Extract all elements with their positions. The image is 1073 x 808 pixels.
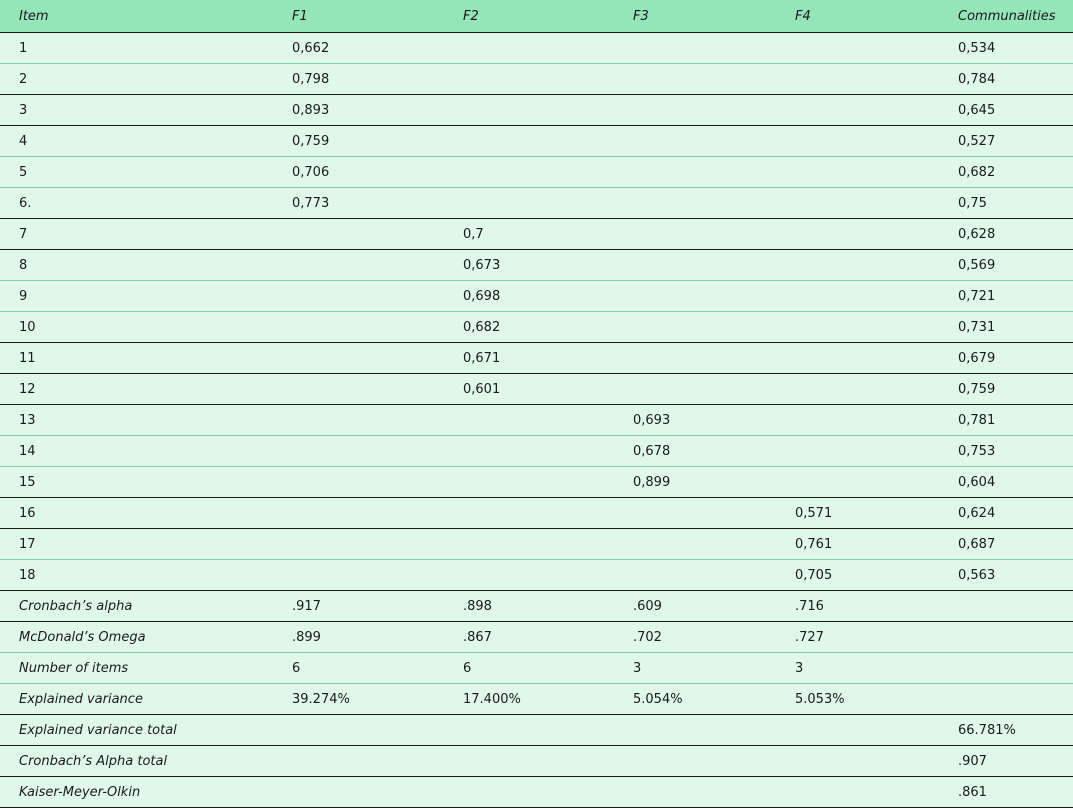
row-label: 7: [0, 219, 273, 250]
table-cell: [273, 281, 444, 312]
header-f1: F1: [273, 0, 444, 33]
table-cell: 0,563: [939, 560, 1073, 591]
table-cell: .899: [273, 622, 444, 653]
table-cell: 6: [273, 653, 444, 684]
table-cell: [273, 250, 444, 281]
table-cell: [614, 529, 776, 560]
table-row: [0, 343, 1073, 374]
table-cell: [614, 715, 776, 746]
table-cell: [273, 746, 444, 777]
table-cell: [614, 250, 776, 281]
table-cell: .907: [939, 746, 1073, 777]
table-cell: [444, 560, 614, 591]
table-cell: [614, 374, 776, 405]
table-cell: [444, 498, 614, 529]
table-cell: 39.274%: [273, 684, 444, 715]
row-label: Number of items: [0, 653, 273, 684]
table-cell: [614, 157, 776, 188]
table-cell: [776, 219, 939, 250]
row-label: 11: [0, 343, 273, 374]
table-cell: 0,678: [614, 436, 776, 467]
table-row: [0, 281, 1073, 312]
table-row: [0, 250, 1073, 281]
row-label: 17: [0, 529, 273, 560]
table-row: [0, 405, 1073, 436]
table-cell: 6: [444, 653, 614, 684]
row-label: 8: [0, 250, 273, 281]
table-cell: .727: [776, 622, 939, 653]
table-cell: [444, 746, 614, 777]
table-cell: [614, 498, 776, 529]
table-cell: 0,628: [939, 219, 1073, 250]
table-cell: 5.053%: [776, 684, 939, 715]
table-cell: [614, 126, 776, 157]
table-cell: [776, 343, 939, 374]
table-cell: [444, 188, 614, 219]
row-label: Kaiser-Meyer-Olkin: [0, 777, 273, 808]
row-label: 9: [0, 281, 273, 312]
table-cell: [776, 33, 939, 64]
table-cell: 5.054%: [614, 684, 776, 715]
table-cell: .898: [444, 591, 614, 622]
table-cell: 0,673: [444, 250, 614, 281]
row-label: 4: [0, 126, 273, 157]
table-cell: .609: [614, 591, 776, 622]
header-f2: F2: [444, 0, 614, 33]
table-cell: [273, 715, 444, 746]
table-cell: [273, 560, 444, 591]
table-cell: [614, 312, 776, 343]
table-cell: 0,753: [939, 436, 1073, 467]
table-cell: [776, 312, 939, 343]
table-cell: [273, 343, 444, 374]
table-row: [0, 374, 1073, 405]
row-label: 16: [0, 498, 273, 529]
table-cell: 0,693: [614, 405, 776, 436]
table-cell: 0,679: [939, 343, 1073, 374]
row-label: 12: [0, 374, 273, 405]
table-cell: [444, 529, 614, 560]
table-cell: 17.400%: [444, 684, 614, 715]
table-cell: [776, 436, 939, 467]
table-cell: 0,706: [273, 157, 444, 188]
table-cell: 0,75: [939, 188, 1073, 219]
table-cell: [614, 188, 776, 219]
table-cell: [614, 33, 776, 64]
table-cell: [614, 95, 776, 126]
row-label: 18: [0, 560, 273, 591]
table-row: [0, 560, 1073, 591]
table-row: [0, 312, 1073, 343]
table-cell: [939, 591, 1073, 622]
table-row: [0, 95, 1073, 126]
row-label: 14: [0, 436, 273, 467]
table-cell: 0,682: [939, 157, 1073, 188]
row-label: 6.: [0, 188, 273, 219]
table-cell: [444, 715, 614, 746]
row-label: 10: [0, 312, 273, 343]
table-cell: 0,698: [444, 281, 614, 312]
table-cell: [273, 777, 444, 808]
table-cell: 0,761: [776, 529, 939, 560]
table-row: [0, 715, 1073, 746]
table-cell: 0,759: [939, 374, 1073, 405]
table-cell: 3: [776, 653, 939, 684]
table-cell: [776, 715, 939, 746]
table-cell: 0,682: [444, 312, 614, 343]
table-cell: 66.781%: [939, 715, 1073, 746]
table-cell: [776, 64, 939, 95]
table-cell: [273, 405, 444, 436]
table-row: [0, 653, 1073, 684]
table-cell: 0,7: [444, 219, 614, 250]
row-label: Cronbach’s Alpha total: [0, 746, 273, 777]
table-cell: [776, 188, 939, 219]
table-cell: [614, 343, 776, 374]
table-cell: .716: [776, 591, 939, 622]
table-row: [0, 622, 1073, 653]
table-cell: 0,759: [273, 126, 444, 157]
table-row: [0, 467, 1073, 498]
header-communalities: Communalities: [939, 0, 1073, 33]
row-label: 3: [0, 95, 273, 126]
table-row: [0, 157, 1073, 188]
row-label: McDonald’s Omega: [0, 622, 273, 653]
table-cell: [444, 126, 614, 157]
table-cell: [444, 64, 614, 95]
table-cell: .702: [614, 622, 776, 653]
row-label: Explained variance: [0, 684, 273, 715]
row-label: Explained variance total: [0, 715, 273, 746]
table-cell: [444, 95, 614, 126]
table-cell: 0,645: [939, 95, 1073, 126]
table-cell: 0,899: [614, 467, 776, 498]
table-cell: 0,893: [273, 95, 444, 126]
row-label: Cronbach’s alpha: [0, 591, 273, 622]
table-cell: 0,624: [939, 498, 1073, 529]
table-cell: 0,781: [939, 405, 1073, 436]
table-cell: [273, 374, 444, 405]
table-cell: [444, 157, 614, 188]
table-cell: 0,721: [939, 281, 1073, 312]
row-label: 5: [0, 157, 273, 188]
table-cell: 0,534: [939, 33, 1073, 64]
table-cell: [776, 374, 939, 405]
table-row: [0, 684, 1073, 715]
table-row: [0, 64, 1073, 95]
table-cell: [273, 312, 444, 343]
table-row: [0, 529, 1073, 560]
row-label: 15: [0, 467, 273, 498]
table-cell: 0,604: [939, 467, 1073, 498]
table-cell: .917: [273, 591, 444, 622]
row-label: 1: [0, 33, 273, 64]
table-cell: 0,798: [273, 64, 444, 95]
table-cell: [614, 746, 776, 777]
table-cell: [776, 126, 939, 157]
table-cell: [939, 653, 1073, 684]
table-cell: [273, 529, 444, 560]
table-cell: .861: [939, 777, 1073, 808]
table-row: [0, 777, 1073, 808]
table-cell: 0,601: [444, 374, 614, 405]
table-cell: [273, 436, 444, 467]
table-cell: [444, 777, 614, 808]
table-cell: [444, 436, 614, 467]
table-row: [0, 436, 1073, 467]
header-f4: F4: [776, 0, 939, 33]
table-cell: 3: [614, 653, 776, 684]
table-cell: 0,569: [939, 250, 1073, 281]
table-row: [0, 188, 1073, 219]
table-row: [0, 498, 1073, 529]
table-cell: 0,731: [939, 312, 1073, 343]
table-cell: [614, 219, 776, 250]
table-cell: [939, 622, 1073, 653]
header-row: [0, 0, 1073, 33]
row-label: 13: [0, 405, 273, 436]
table-row: [0, 746, 1073, 777]
table-row: [0, 591, 1073, 622]
table-cell: [444, 467, 614, 498]
table-cell: 0,571: [776, 498, 939, 529]
table-cell: [614, 560, 776, 591]
header-f3: F3: [614, 0, 776, 33]
table-cell: [776, 746, 939, 777]
table-cell: [776, 157, 939, 188]
table-cell: [444, 405, 614, 436]
table-cell: [614, 777, 776, 808]
table-cell: 0,527: [939, 126, 1073, 157]
table-row: [0, 126, 1073, 157]
table-cell: [614, 281, 776, 312]
table-cell: 0,705: [776, 560, 939, 591]
table-cell: 0,687: [939, 529, 1073, 560]
table-cell: [776, 250, 939, 281]
table-cell: [273, 498, 444, 529]
table-cell: [273, 467, 444, 498]
table-cell: 0,773: [273, 188, 444, 219]
table-cell: [776, 405, 939, 436]
table-cell: 0,662: [273, 33, 444, 64]
table-cell: .867: [444, 622, 614, 653]
header-item: Item: [0, 0, 273, 33]
table-cell: [776, 777, 939, 808]
table-row: [0, 219, 1073, 250]
table-cell: 0,784: [939, 64, 1073, 95]
table-cell: [444, 33, 614, 64]
row-label: 2: [0, 64, 273, 95]
table-cell: [776, 281, 939, 312]
table-cell: [614, 64, 776, 95]
table-cell: [273, 219, 444, 250]
table-cell: 0,671: [444, 343, 614, 374]
table-cell: [776, 467, 939, 498]
table-row: [0, 33, 1073, 64]
table-cell: [776, 95, 939, 126]
table-cell: [939, 684, 1073, 715]
